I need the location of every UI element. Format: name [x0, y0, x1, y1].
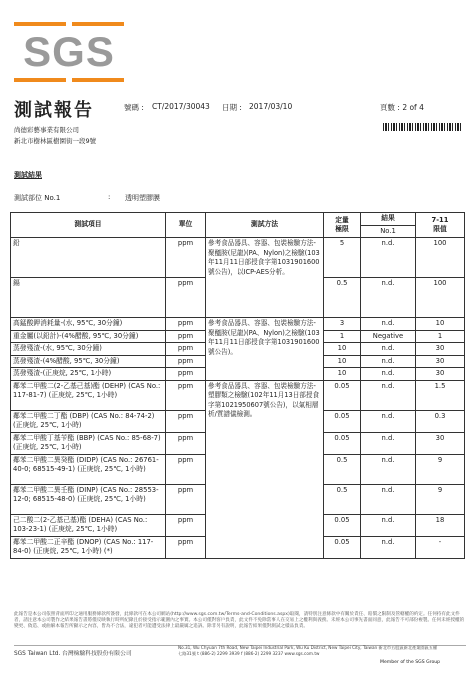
cell-unit: ppm: [166, 278, 206, 318]
cell-mdl: 3: [324, 318, 361, 331]
cell-limit: 9: [416, 454, 465, 484]
cell-item: 重金屬(以鉛計)-(4%醋酸, 95℃, 30分鐘): [11, 330, 166, 343]
cell-limit: 1: [416, 330, 465, 343]
cell-item: 鄰苯二甲酸二異壬酯 (DINP) (CAS No.: 28553-12-0; 68515-48-0) (正庚烷, 25℃, 1小時): [11, 484, 166, 514]
cell-result: n.d.: [361, 355, 416, 368]
cell-limit: 10: [416, 318, 465, 331]
cell-mdl: 5: [324, 238, 361, 278]
cell-item: 高錳酸鉀消耗量-(水, 95℃, 30分鐘): [11, 318, 166, 331]
cell-limit: 100: [416, 278, 465, 318]
cell-result: n.d.: [361, 484, 416, 514]
client-address: 新北市樹林區樹園街一段9號: [14, 137, 97, 145]
table-row: [11, 318, 465, 331]
cell-result: n.d.: [361, 278, 416, 318]
cell-mdl: 0.5: [324, 454, 361, 484]
cell-mdl: 0.05: [324, 410, 361, 432]
client-info: [14, 125, 96, 147]
cell-mdl: 0.5: [324, 484, 361, 514]
cell-mdl: 10: [324, 368, 361, 381]
cell-item: 鄰苯二甲酸二丁酯 (DBP) (CAS No.: 84-74-2) (正庚烷, 25℃, 1小時): [11, 410, 166, 432]
cell-result: n.d.: [361, 380, 416, 410]
cell-method: 參考食品器具、容器、包裝檢驗方法-塑膠類之檢驗(102年11月13日部授食字第1021950607號公告)，以氣相層析/質譜儀檢測。: [206, 380, 324, 558]
cell-limit: 30: [416, 368, 465, 381]
cell-result: Negative: [361, 330, 416, 343]
cell-limit: 18: [416, 514, 465, 536]
header-limit: 7-11 限值: [416, 213, 465, 238]
results-body: [11, 238, 465, 559]
table-row: [11, 238, 465, 278]
cell-item: 鉛: [11, 238, 166, 278]
cell-mdl: 1: [324, 330, 361, 343]
cell-method: 參考食品器具、容器、包裝檢驗方法-聚醯胺(尼龍)(PA、Nylon)之檢驗(103年11月11日部授食字第1031901600號公告)。: [206, 318, 324, 381]
cell-mdl: 0.05: [324, 432, 361, 454]
cell-unit: ppm: [166, 343, 206, 356]
cell-mdl: 10: [324, 343, 361, 356]
cell-result: n.d.: [361, 514, 416, 536]
part-label: 測試部位 No.1: [14, 194, 61, 202]
cell-item: 己二酸二(2-乙基己基)酯 (DEHA) (CAS No.: 103-23-1) (正庚烷, 25℃, 1小時): [11, 514, 166, 536]
cell-result: n.d.: [361, 410, 416, 432]
footer-member: Member of the SGS Group: [380, 660, 441, 665]
cell-limit: 0.3: [416, 410, 465, 432]
barcode: [383, 123, 463, 131]
report-date-label: 日期 :: [222, 103, 242, 112]
cell-item: 鄰苯二甲酸二(2-乙基己基)酯 (DEHP) (CAS No.: 117-81-7) (正庚烷, 25℃, 1小時): [11, 380, 166, 410]
part-colon: :: [108, 193, 111, 201]
cell-item: 蒸發殘渣-(4%醋酸, 95℃, 30分鐘): [11, 355, 166, 368]
cell-result: n.d.: [361, 536, 416, 558]
header-result: 結果: [361, 213, 416, 226]
cell-result: n.d.: [361, 238, 416, 278]
part-value: 透明塑膠膜: [125, 194, 160, 202]
cell-unit: ppm: [166, 330, 206, 343]
cell-result: n.d.: [361, 343, 416, 356]
footer-address: No.31, Wu Chyuan 7th Road, New Taipei Industrial Park, Wu Ku District, New Taipei City, Taiwan 新北市五股區新北產業園區五權七路31號 t (886-2) 2299 3939 f (886-2) 2299 3237 www.sgs.com.tw: [178, 645, 438, 656]
cell-mdl: 0.05: [324, 380, 361, 410]
cell-method: 參考食品器具、容器、包裝檢驗方法-聚醯胺(尼龍)(PA、Nylon)之檢驗(103年11月11日部授食字第1031901600號公告)，以ICP-AES分析。: [206, 238, 324, 318]
disclaimer: 此報告是本公司依照背面所印之通用服務條款所簽發，此條款可在本公司網站(http://www.sgs.com.tw/Terms-and-Conditions.aspx)取閱，請特別注意條款中有關於責任、賠償之限制及管轄權的約定。任何持有此文件者，請注意本公司製作之結果報告書將僅反映執行時所紀錄且於接受指示範圍內之事實。本公司僅對客戶負責，此文件不免除當事人在交易上之權利與義務。未經本公司事先書面同意，此報告不可部份複製。任何未經授權的變更、偽造、或曲解本報告所顯示之內容，皆為不合法，違犯者可能遭受法律上最嚴厲之追訴。除非另有說明，此報告結果僅對測試之樣品負責。: [14, 612, 465, 630]
cell-mdl: 10: [324, 355, 361, 368]
header-method: 測試方法: [206, 213, 324, 238]
cell-unit: ppm: [166, 410, 206, 432]
cell-limit: 30: [416, 432, 465, 454]
footer-company: SGS Taiwan Ltd. 台灣檢驗科技股份有限公司: [14, 651, 132, 657]
section-title: 測試結果: [14, 171, 42, 179]
cell-item: 鄰苯二甲酸二正辛酯 (DNOP) (CAS No.: 117-84-0) (正庚烷, 25℃, 1小時) (*): [11, 536, 166, 558]
cell-result: n.d.: [361, 318, 416, 331]
cell-unit: ppm: [166, 355, 206, 368]
cell-item: 鄰苯二甲酸二異癸酯 (DIDP) (CAS No.: 26761-40-0; 68515-49-1) (正庚烷, 25℃, 1小時): [11, 454, 166, 484]
results-table: [10, 212, 465, 559]
cell-limit: 30: [416, 343, 465, 356]
cell-limit: 1.5: [416, 380, 465, 410]
header-mdl: 定量 極限: [324, 213, 361, 238]
cell-limit: 100: [416, 238, 465, 278]
cell-unit: ppm: [166, 454, 206, 484]
cell-mdl: 0.05: [324, 536, 361, 558]
report-number: CT/2017/30043: [152, 102, 210, 111]
header-result-no: No.1: [361, 225, 416, 238]
cell-unit: ppm: [166, 238, 206, 278]
cell-mdl: 0.5: [324, 278, 361, 318]
cell-unit: ppm: [166, 318, 206, 331]
sgs-logo: [14, 22, 124, 84]
page-label: 頁數 :: [380, 103, 400, 112]
cell-result: n.d.: [361, 454, 416, 484]
cell-item: 鄰苯二甲酸丁基苄酯 (BBP) (CAS No.: 85-68-7) (正庚烷, 25℃, 1小時): [11, 432, 166, 454]
logo-text: SGS: [23, 28, 115, 75]
page-number: [380, 102, 424, 113]
cell-limit: 30: [416, 355, 465, 368]
cell-limit: -: [416, 536, 465, 558]
table-row: [11, 380, 465, 410]
header-unit: 單位: [166, 213, 206, 238]
header-item: 測試項目: [11, 213, 166, 238]
page-value: 2 of 4: [402, 103, 424, 112]
cell-result: n.d.: [361, 368, 416, 381]
cell-unit: ppm: [166, 536, 206, 558]
cell-unit: ppm: [166, 368, 206, 381]
cell-unit: ppm: [166, 432, 206, 454]
report-date: 2017/03/10: [249, 102, 293, 111]
cell-item: 蒸發殘渣-(正庚烷, 25℃, 1小時): [11, 368, 166, 381]
cell-limit: 9: [416, 484, 465, 514]
cell-unit: ppm: [166, 514, 206, 536]
cell-mdl: 0.05: [324, 514, 361, 536]
cell-result: n.d.: [361, 432, 416, 454]
cell-unit: ppm: [166, 380, 206, 410]
client-name: 尚德彩藝事業有限公司: [14, 126, 79, 134]
cell-unit: ppm: [166, 484, 206, 514]
report-number-label: 號碼 :: [124, 103, 144, 112]
cell-item: 蒸發殘渣-(水, 95℃, 30分鐘): [11, 343, 166, 356]
cell-item: 鎘: [11, 278, 166, 318]
page-title: 測試報告: [14, 100, 94, 121]
